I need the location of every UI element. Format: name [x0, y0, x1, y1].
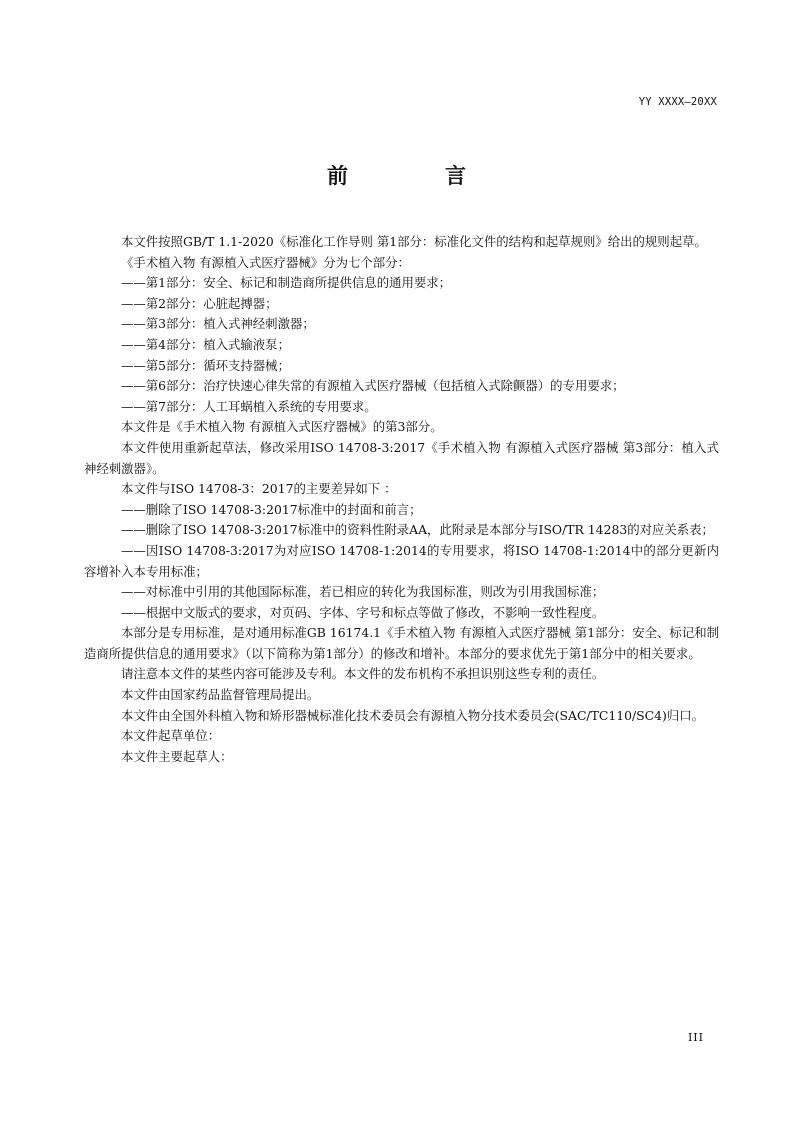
list-item: ——第3部分：植入式神经刺激器；	[121, 316, 315, 332]
list-item: ——第2部分：心脏起搏器；	[121, 295, 278, 311]
list-item: ——第5部分：循环支持器械；	[121, 357, 290, 373]
paragraph: 本文件起草单位：	[121, 728, 221, 744]
list-item: ——第7部分：人工耳蜗植入系统的专用要求。	[121, 398, 377, 414]
paragraph: 本文件主要起草人：	[121, 748, 233, 764]
paragraph: 《手术植入物 有源植入式医疗器械》分为七个部分：	[121, 254, 410, 270]
list-item: ——因ISO 14708-3:2017为对应ISO 14708-1:2014的专用要求，将ISO 14708-1:2014中的部分更新内容增补入本专用标准；	[84, 542, 719, 579]
page-title: 前 言	[327, 164, 504, 188]
page-number: III	[687, 1031, 704, 1044]
list-item: ——删除了ISO 14708-3:2017标准中的封面和前言；	[121, 501, 422, 517]
paragraph: 本文件是《手术植入物 有源植入式医疗器械》的第3部分。	[121, 419, 443, 435]
paragraph: 本文件由国家药品监督管理局提出。	[121, 687, 320, 703]
paragraph: 本部分是专用标准，是对通用标准GB 16174.1《手术植入物 有源植入式医疗器械 第1部分：安全、标记和制造商所提供信息的通用要求》（以下简称为第1部分）的修改和增补。本部分的要求优先于第1部分中的相关要求。	[84, 625, 719, 661]
paragraph: 请注意本文件的某些内容可能涉及专利。本文件的发布机构不承担识别这些专利的责任。	[121, 666, 605, 682]
list-item: ——根据中文版式的要求，对页码、字体、字号和标点等做了修改，不影响一致性程度。	[121, 604, 605, 620]
foreword-body	[84, 232, 719, 767]
paragraph: 本文件由全国外科植入物和矫形器械标准化技术委员会有源植入物分技术委员会(SAC/TC110/SC4)归口。	[121, 707, 705, 723]
paragraph: 本文件与ISO 14708-3：2017的主要差异如下 ：	[121, 481, 397, 497]
paragraph: 本文件按照GB/T 1.1-2020《标准化工作导则 第1部分：标准化文件的结构和起草规则》给出的规则起草。	[121, 234, 707, 249]
list-item: ——第4部分：植入式输液泵；	[121, 336, 290, 352]
list-item: ——对标准中引用的其他国际标准，若已相应的转化为我国标准，则改为引用我国标准；	[121, 584, 605, 600]
list-item: ——第1部分：安全、标记和制造商所提供信息的通用要求；	[121, 275, 452, 291]
document-code: YY XXXX—20XX	[638, 96, 717, 108]
list-item: ——删除了ISO 14708-3:2017标准中的资料性附录AA，此附录是本部分与ISO/TR 14283的对应关系表；	[121, 522, 714, 538]
list-item: ——第6部分：治疗快速心律失常的有源植入式医疗器械（包括植入式除颤器）的专用要求；	[121, 378, 625, 394]
paragraph: 本文件使用重新起草法，修改采用ISO 14708-3:2017《手术植入物 有源植入式医疗器械 第3部分：植入式神经刺激器》。	[84, 439, 719, 476]
